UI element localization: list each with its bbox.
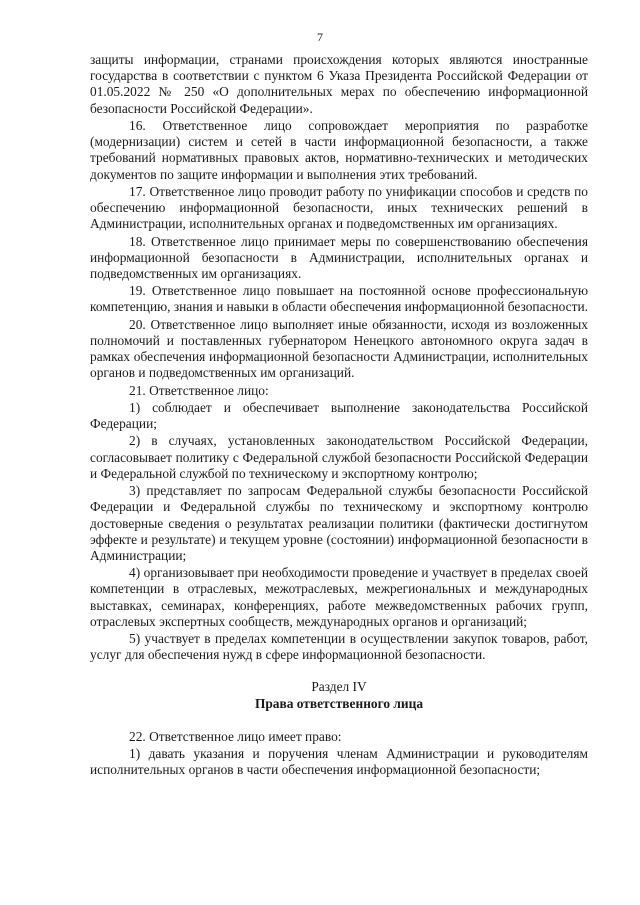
page-number: 7 [317, 30, 323, 44]
paragraph: 18. Ответственное лицо принимает меры по совершенствованию обеспечения информационной безопасности в Администрации, исполнительных органах и подведомственных им организациях. [90, 233, 588, 281]
section-title: Права ответственного лица [254, 695, 424, 711]
paragraph: 1) давать указания и поручения членам Администрации и руководителям исполнительных органов в части обеспечения информационной безопасности; [90, 745, 588, 778]
paragraph: 22. Ответственное лицо имеет право: [129, 728, 342, 744]
paragraphs-before [90, 52, 588, 664]
section-label: Раздел IV [311, 678, 367, 694]
paragraph: 16. Ответственное лицо сопровождает мероприятия по разработке (модернизации) систем и сетей в части информационной безопасности, а также требований нормативных правовых актов, нормативно-технических и методических документов по защите информации и выполнения этих требований. [90, 117, 588, 182]
section-heading [90, 678, 588, 712]
paragraph: 20. Ответственное лицо выполняет иные обязанности, исходя из возложенных полномочий и поставленных губернатором Ненецкого автономного округа задач в рамках обеспечения информационной безопасности Администрации, исполнительных органов и подведомственных им организаций. [90, 316, 588, 381]
paragraph: 17. Ответственное лицо проводит работу по унификации способов и средств по обеспечению информационной безопасности, иных технических решений в Администрации, исполнительных органах и подведомственных им организациях. [90, 183, 588, 232]
paragraph: 1) соблюдает и обеспечивает выполнение законодательства Российской Федерации; [90, 399, 588, 432]
paragraphs-after [90, 729, 588, 779]
paragraph: 4) организовывает при необходимости проведение и участвует в пределах своей компетенции в отраслевых, межотраслевых, межрегиональных и международных выставках, семинарах, конференциях, работе межведомственных рабочих групп, отраслевых экспертных сообществ, международных органов и организаций; [90, 565, 588, 629]
document-body [90, 52, 588, 779]
paragraph: 21. Ответственное лицо: [129, 382, 269, 398]
paragraph: 19. Ответственное лицо повышает на постоянной основе профессиональную компетенцию, знания и навыки в области обеспечения информационной безопасности. [90, 283, 588, 315]
paragraph: защиты информации, странами происхождения которых являются иностранные государства в соответствии с пунктом 6 Указа Президента Российской Федерации от 01.05.2022 № 250 «О дополнительных мерах по обеспечению информационной безопасности Российской Федерации». [90, 52, 588, 116]
paragraph: 3) представляет по запросам Федеральной службы безопасности Российской Федерации и Федеральной службы по техническому и экспортному контролю достоверные сведения о результатах реализации политики (фактически достигнутом эффекте и результате) и текущем уровне (состоянии) информационной безопасности в Администрации; [90, 483, 588, 563]
paragraph: 5) участвует в пределах компетенции в осуществлении закупок товаров, работ, услуг для обеспечения нужд в сфере информационной безопасности. [90, 631, 588, 663]
paragraph: 2) в случаях, установленных законодательством Российской Федерации, согласовывает политику с Федеральной службой безопасности Российской Федерации и Федеральной службой по техническому и экспортному контролю; [90, 433, 588, 481]
